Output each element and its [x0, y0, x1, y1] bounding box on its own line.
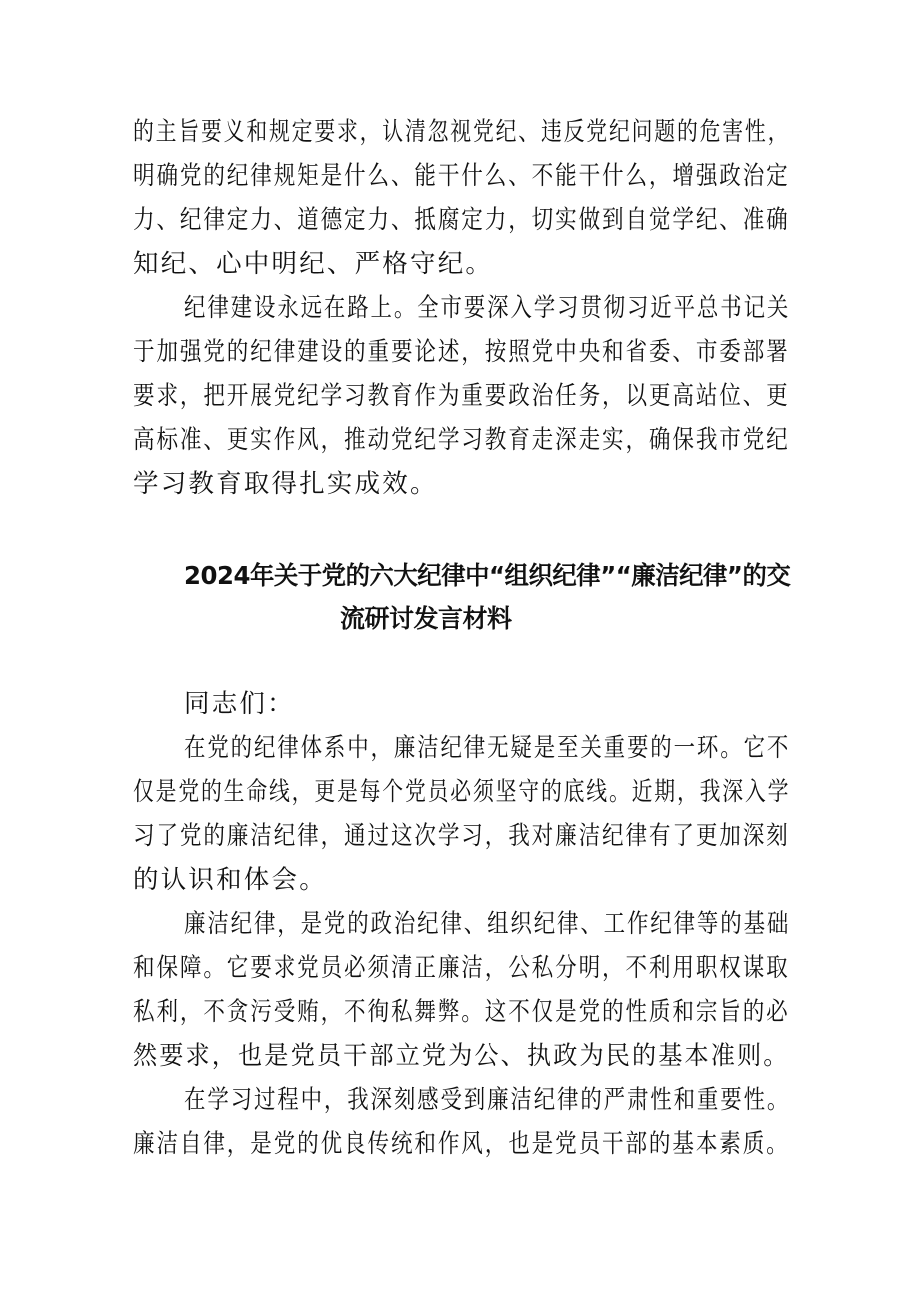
- paragraph-line: 纪律建设永远在路上。全市要深入学习贯彻习近平总书记关: [184, 293, 791, 323]
- paragraph-line: 和保障。它要求党员必须清正廉洁，公私分明，不利用职权谋取: [133, 953, 790, 983]
- paragraph-line: 然要求，也是党员干部立党为公、执政为民的基本准则。: [133, 1041, 790, 1071]
- paragraph-line: 廉洁纪律，是党的政治纪律、组织纪律、工作纪律等的基础: [184, 909, 791, 939]
- paragraph-line: 高标准、更实作风，推动党纪学习教育走深走实，确保我市党纪: [133, 425, 790, 455]
- paragraph-line: 力、纪律定力、道德定力、抵腐定力，切实做到自觉学纪、准确: [133, 205, 790, 235]
- paragraph-line: 廉洁自律，是党的优良传统和作风，也是党员干部的基本素质。: [133, 1129, 790, 1159]
- document-title-line: 流研讨发言材料: [340, 604, 512, 633]
- paragraph-line: 仅是党的生命线，更是每个党员必须坚守的底线。近期，我深入学: [133, 777, 791, 807]
- paragraph-line: 习了党的廉洁纪律，通过这次学习，我对廉洁纪律有了更加深刻: [133, 821, 790, 851]
- paragraph-line: 于加强党的纪律建设的重要论述，按照党中央和省委、市委部署: [133, 337, 790, 367]
- salutation: 同志们：: [184, 689, 295, 719]
- paragraph-line: 在党的纪律体系中，廉洁纪律无疑是至关重要的一环。它不: [184, 733, 791, 763]
- paragraph-line: 明确党的纪律规矩是什么、能干什么、不能干什么，增强政治定: [133, 161, 790, 191]
- paragraph-line: 学习教育取得扎实成效。: [133, 469, 438, 499]
- paragraph-line: 的主旨要义和规定要求，认清忽视党纪、违反党纪问题的危害性，: [133, 117, 791, 147]
- paragraph-line: 私利，不贪污受贿，不徇私舞弊。这不仅是党的性质和宗旨的必: [133, 997, 790, 1027]
- document-title-line: 2024年关于党的六大纪律中“组织纪律”“廉洁纪律”的交: [184, 561, 791, 590]
- paragraph-line: 的认识和体会。: [133, 865, 327, 895]
- paragraph-line: 在学习过程中，我深刻感受到廉洁纪律的严肃性和重要性。: [184, 1085, 791, 1115]
- paragraph-line: 知纪、心中明纪、严格守纪。: [133, 249, 494, 279]
- paragraph-line: 要求，把开展党纪学习教育作为重要政治任务，以更高站位、更: [133, 381, 790, 411]
